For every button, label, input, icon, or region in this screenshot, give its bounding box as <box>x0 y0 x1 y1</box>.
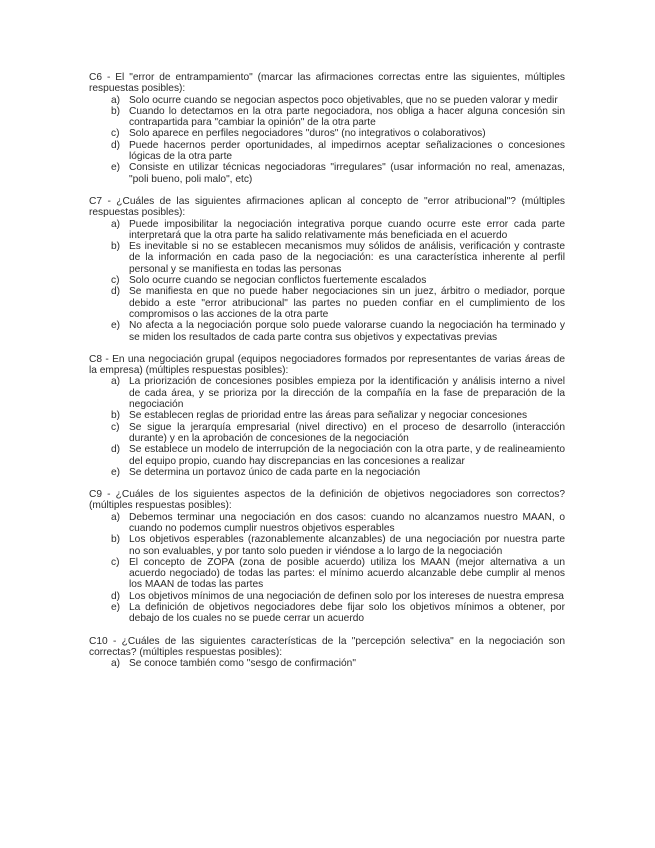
option-text: El concepto de ZOPA (zona de posible acuerdo) utiliza los MAAN (mejor alternativa a un acuerdo negociado) de todas las partes: el mínimo acuerdo alcanzable debe cumplir al menos los MAAN de todas las partes <box>129 556 565 591</box>
option-text: Solo ocurre cuando se negocian conflictos fuertemente escalados <box>129 275 427 287</box>
option-item <box>89 241 565 275</box>
option-item <box>89 410 565 421</box>
option-item <box>89 422 565 445</box>
option-item <box>89 591 565 602</box>
option-text: Se sigue la jerarquía empresarial (nivel directivo) en el proceso de desarrollo (interacción durante) y en la aprobación de concesiones de la negociación <box>129 421 565 444</box>
option-letter: b) <box>111 410 121 422</box>
option-text: Solo ocurre cuando se negocian aspectos poco objetivables, que no se pueden valorar y medir <box>129 94 558 106</box>
option-letter: a) <box>111 658 121 670</box>
option-letter: b) <box>111 241 121 253</box>
option-letter: d) <box>111 286 121 298</box>
option-letter: a) <box>111 376 121 388</box>
option-letter: c) <box>111 128 120 140</box>
option-letter: a) <box>111 94 121 106</box>
option-item <box>89 275 565 286</box>
option-item <box>89 467 565 478</box>
option-letter: e) <box>111 162 121 174</box>
option-text: Es inevitable si no se establecen mecanismos muy sólidos de análisis, verificación y contraste de la información en cada paso de la negociación: es una característica inherente al perfil personal y se manifiesta en todas las personas <box>129 241 565 275</box>
option-letter: d) <box>111 444 121 456</box>
option-letter: a) <box>111 218 121 230</box>
question-stem: C6 - El "error de entrampamiento" (marcar las afirmaciones correctas entre las siguientes, múltiples respuestas posibles): <box>89 72 565 95</box>
option-text: Puede imposibilitar la negociación integrativa porque cuando ocurre este error cada parte interpretará que la otra parte ha salido relativamente más beneficiada en el acuerdo <box>129 218 565 241</box>
option-item <box>89 512 565 535</box>
option-item <box>89 106 565 129</box>
option-letter: e) <box>111 466 121 478</box>
option-item <box>89 140 565 163</box>
option-text: Se establece un modelo de interrupción de la negociación con la otra parte, y de realineamiento del equipo propio, cuando hay discrepancias en las concesiones a realizar <box>129 444 565 467</box>
option-text: Se establecen reglas de prioridad entre las áreas para señalizar y negociar concesiones <box>129 410 528 422</box>
question-stem: C8 - En una negociación grupal (equipos negociadores formados por representantes de varias áreas de la empresa) (múltiples respuestas posibles): <box>89 353 565 377</box>
option-list <box>89 658 565 669</box>
option-letter: d) <box>111 590 121 602</box>
option-item <box>89 534 565 557</box>
question-c6 <box>89 72 565 185</box>
option-letter: a) <box>111 511 121 523</box>
option-list <box>89 512 565 625</box>
option-text: No afecta a la negociación porque solo puede valorarse cuando la negociación ha terminado y se miden los resultados de cada parte contra sus objetivos y expectativas previas <box>129 320 565 343</box>
option-text: Se manifiesta en que no puede haber negociaciones sin un juez, árbitro o mediador, porque debido a este "error atribucional" las partes no pueden confiar en el cumplimiento de los compromisos o las acciones de la otra parte <box>129 286 565 320</box>
option-letter: d) <box>111 139 121 151</box>
option-list <box>89 219 565 343</box>
option-text: Solo aparece en perfiles negociadores "duros" (no integrativos o colaborativos) <box>129 128 486 140</box>
option-item <box>89 376 565 410</box>
question-stem: C10 - ¿Cuáles de las siguientes características de la "percepción selectiva" en la negociación son correctas? (múltiples respuestas posibles): <box>89 635 565 658</box>
option-letter: c) <box>111 421 120 433</box>
option-letter: c) <box>111 556 120 568</box>
option-item <box>89 219 565 242</box>
question-stem: C9 - ¿Cuáles de los siguientes aspectos de la definición de objetivos negociadores son correctos? (múltiples respuestas posibles): <box>89 489 565 512</box>
option-item <box>89 658 565 669</box>
option-text: La definición de objetivos negociadores debe fijar solo los objetivos mínimos a obtener, por debajo de los cuales no se puede cerrar un acuerdo <box>129 602 565 625</box>
option-item <box>89 320 565 343</box>
option-text: Cuando lo detectamos en la otra parte negociadora, nos obliga a hacer alguna concesión sin contrapartida para "cambiar la opinión" de la otra parte <box>129 105 565 129</box>
question-c10 <box>89 636 565 670</box>
option-text: Se conoce también como "sesgo de confirmación" <box>129 658 356 670</box>
option-item <box>89 602 565 625</box>
option-letter: e) <box>111 320 121 332</box>
option-text: Se determina un portavoz único de cada parte en la negociación <box>129 466 421 478</box>
option-item <box>89 286 565 320</box>
option-item <box>89 444 565 467</box>
option-letter: e) <box>111 602 121 614</box>
option-text: Puede hacernos perder oportunidades, al impedirnos aceptar señalizaciones o concesiones lógicas de la otra parte <box>129 139 565 163</box>
option-text: Los objetivos esperables (razonablemente alcanzables) de una negociación por nuestra parte no son evaluables, y por tanto solo pueden ir viéndose a lo largo de la negociación <box>129 534 565 557</box>
question-c9 <box>89 489 565 625</box>
question-c8 <box>89 354 565 478</box>
option-letter: b) <box>111 534 121 546</box>
option-letter: b) <box>111 105 121 117</box>
option-item <box>89 95 565 106</box>
option-item <box>89 128 565 139</box>
option-text: La priorización de concesiones posibles empieza por la identificación y análisis interno a nivel de cada área, y se prioriza por la dirección de la compañía en la fase de preparación de la negociación <box>129 376 565 411</box>
option-text: Los objetivos mínimos de una negociación de definen solo por los intereses de nuestra empresa <box>129 590 564 602</box>
option-text: Debemos terminar una negociación en dos casos: cuando no alcanzamos nuestro MAAN, o cuando no podemos cumplir nuestros objetivos esperables <box>129 511 565 534</box>
option-list <box>89 376 565 478</box>
question-stem: C7 - ¿Cuáles de las siguientes afirmaciones aplican al concepto de "error atribucional"? (múltiples respuestas posibles): <box>89 195 565 219</box>
option-text: Consiste en utilizar técnicas negociadoras "irregulares" (usar información no real, amenazas, "poli bueno, poli malo", etc) <box>129 162 565 185</box>
document-page <box>89 72 565 681</box>
option-letter: c) <box>111 275 120 287</box>
option-item <box>89 557 565 591</box>
question-c7 <box>89 196 565 343</box>
option-item <box>89 162 565 185</box>
option-list <box>89 95 565 185</box>
